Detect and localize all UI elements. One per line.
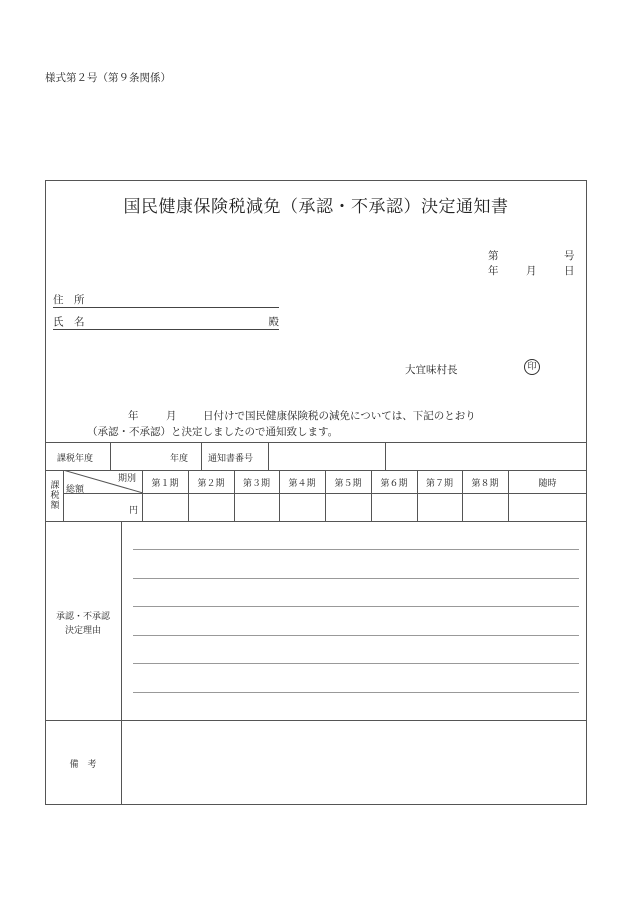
reason-writing-line xyxy=(133,663,579,664)
info-row-divider xyxy=(110,442,111,470)
period-6: 第６期 xyxy=(380,479,408,489)
remarks-label: 備 考 xyxy=(69,760,97,770)
name-line xyxy=(53,314,279,330)
period-3: 第３期 xyxy=(242,479,270,489)
period-4: 第４期 xyxy=(288,479,316,489)
date-year: 年 xyxy=(488,265,499,277)
period-extra: 随時 xyxy=(538,479,557,489)
info-row-divider xyxy=(385,442,386,470)
notice-line1: 日付けで国民健康保険税の減免については、下記のとおり xyxy=(203,410,476,422)
notice-number-label: 通知書番号 xyxy=(208,454,254,464)
document-title: 国民健康保険税減免（承認・不承認）決定通知書 xyxy=(123,197,509,217)
notice-month: 月 xyxy=(166,410,177,422)
seal-icon: 印 xyxy=(524,359,540,375)
info-row-divider xyxy=(201,442,202,470)
period-2: 第２期 xyxy=(197,479,225,489)
reason-writing-line xyxy=(133,635,579,636)
notice-year: 年 xyxy=(128,410,139,422)
notice-line2: （承認・不承認）と決定しましたので通知致します。 xyxy=(87,426,339,438)
period-7: 第７期 xyxy=(425,479,453,489)
name-label: 氏 名 xyxy=(53,316,85,328)
reason-writing-line xyxy=(133,606,579,607)
number-dai: 第 xyxy=(488,250,499,262)
remarks-top-border xyxy=(45,720,587,721)
date-month: 月 xyxy=(526,265,537,277)
form-number-label: 様式第２号（第９条関係） xyxy=(45,72,171,84)
address-label: 住 所 xyxy=(53,294,85,306)
address-line xyxy=(53,292,279,308)
label-column-divider xyxy=(121,521,122,805)
period-label: 期別 xyxy=(118,474,137,484)
honorific: 殿 xyxy=(268,316,279,328)
period-5: 第５期 xyxy=(334,479,362,489)
tax-year-label: 課税年度 xyxy=(57,454,94,464)
period-1: 第１期 xyxy=(151,479,179,489)
info-row-top-border xyxy=(45,442,587,443)
reason-label: 承認・不承認 決定理由 xyxy=(55,612,110,636)
info-row-divider xyxy=(268,442,269,470)
yen-label: 円 xyxy=(129,506,139,516)
total-label: 総額 xyxy=(66,485,85,495)
date-day: 日 xyxy=(564,265,575,277)
period-8: 第８期 xyxy=(471,479,499,489)
reason-writing-line xyxy=(133,692,579,693)
issuer-title: 大宜味村長 xyxy=(405,364,458,376)
reason-writing-line xyxy=(133,578,579,579)
nendo-label: 年度 xyxy=(170,454,189,464)
reason-writing-line xyxy=(133,549,579,550)
number-go: 号 xyxy=(564,250,575,262)
tax-amount-side-label: 課 税 額 xyxy=(50,481,60,511)
tax-table-bottom-border xyxy=(45,521,587,522)
